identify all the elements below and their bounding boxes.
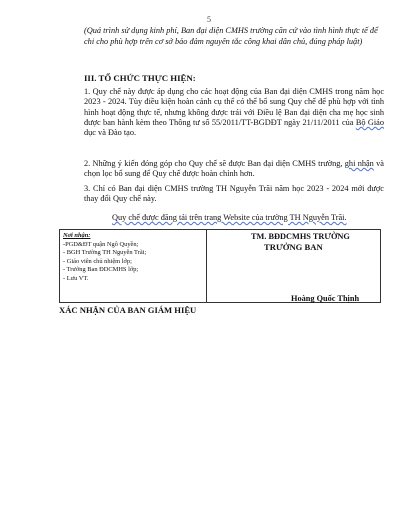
recipient-item: - Giáo viên chủ nhiệm lớp; <box>63 257 132 265</box>
paragraph-1-underlined: Bộ Giáo <box>355 117 384 127</box>
recipient-item: - BGH Trường TH Nguyễn Trãi; <box>63 249 147 257</box>
paragraph-2-text-start: 2. Những ý kiến đóng góp cho Quy chế sẽ được Ban đại diện CMHS trường, <box>84 159 345 168</box>
signature-title: TRƯỞNG BAN <box>264 242 323 252</box>
paragraph-1-text-end: dục và Đào tạo. <box>84 128 137 138</box>
recipients-title: Nơi nhận: <box>63 232 91 239</box>
confirmation-heading: XÁC NHẬN CỦA BAN GIÁM HIỆU <box>59 305 197 315</box>
paragraph-3: 3. Chỉ có Ban đại diện CMHS trường TH Nguyễn Trãi năm học 2023 - 2024 mới được thay đổi Quy chế này. <box>84 184 384 204</box>
recipient-item: - Trưởng Ban ĐDCMHS lớp; <box>63 266 139 274</box>
recipients-cell <box>60 230 207 302</box>
recipient-item: - Lưu VT. <box>63 274 89 282</box>
paragraph-2-text-end: và chọn lọc bổ sung để Quy chế được hoàn chỉnh hơn. <box>84 159 384 179</box>
signature-cell <box>207 230 380 302</box>
section-title: III. TỔ CHỨC THỰC HIỆN: <box>84 73 196 83</box>
paragraph-2 <box>84 159 384 180</box>
page-number: 5 <box>207 15 211 24</box>
paragraph-1-text-start: 1. Quy chế này được áp dụng cho các hoạt động của Ban đại diện CMHS trong năm học 2023 - 2024. Tùy điều kiện hoàn cảnh cụ thể có thể bổ sung Quy chế để phù hợp với tình hình hoạt động thực tế, nhưng không được trái với Điều lệ Ban đại diện cha mẹ học sinh được ban hành kèm theo Thông tư số 55/2011/TT-BGDĐT ngày 21/11/2011 của <box>84 87 384 127</box>
signature-org: TM. BĐDCMHS TRƯỜNG <box>251 232 350 241</box>
recipient-item: -PGD&ĐT quận Ngô Quyền; <box>63 240 139 248</box>
paragraph-4: Quy chế được đăng tải trên trang Website của trường TH Nguyễn Trãi. <box>112 213 347 222</box>
intro-note: (Quá trình sử dụng kinh phí, Ban đại diện CMHS trường căn cứ vào tình hình thực tế để chi cho phù hợp trên cơ sở bảo đảm nguyên tắc công khai dân chủ, đúng pháp luật) <box>84 26 378 46</box>
paragraph-1 <box>84 87 384 138</box>
signature-table <box>59 229 381 303</box>
signer-name: Hoàng Quốc Thịnh <box>291 294 360 303</box>
paragraph-2-underlined: ghi nhận <box>344 159 374 168</box>
